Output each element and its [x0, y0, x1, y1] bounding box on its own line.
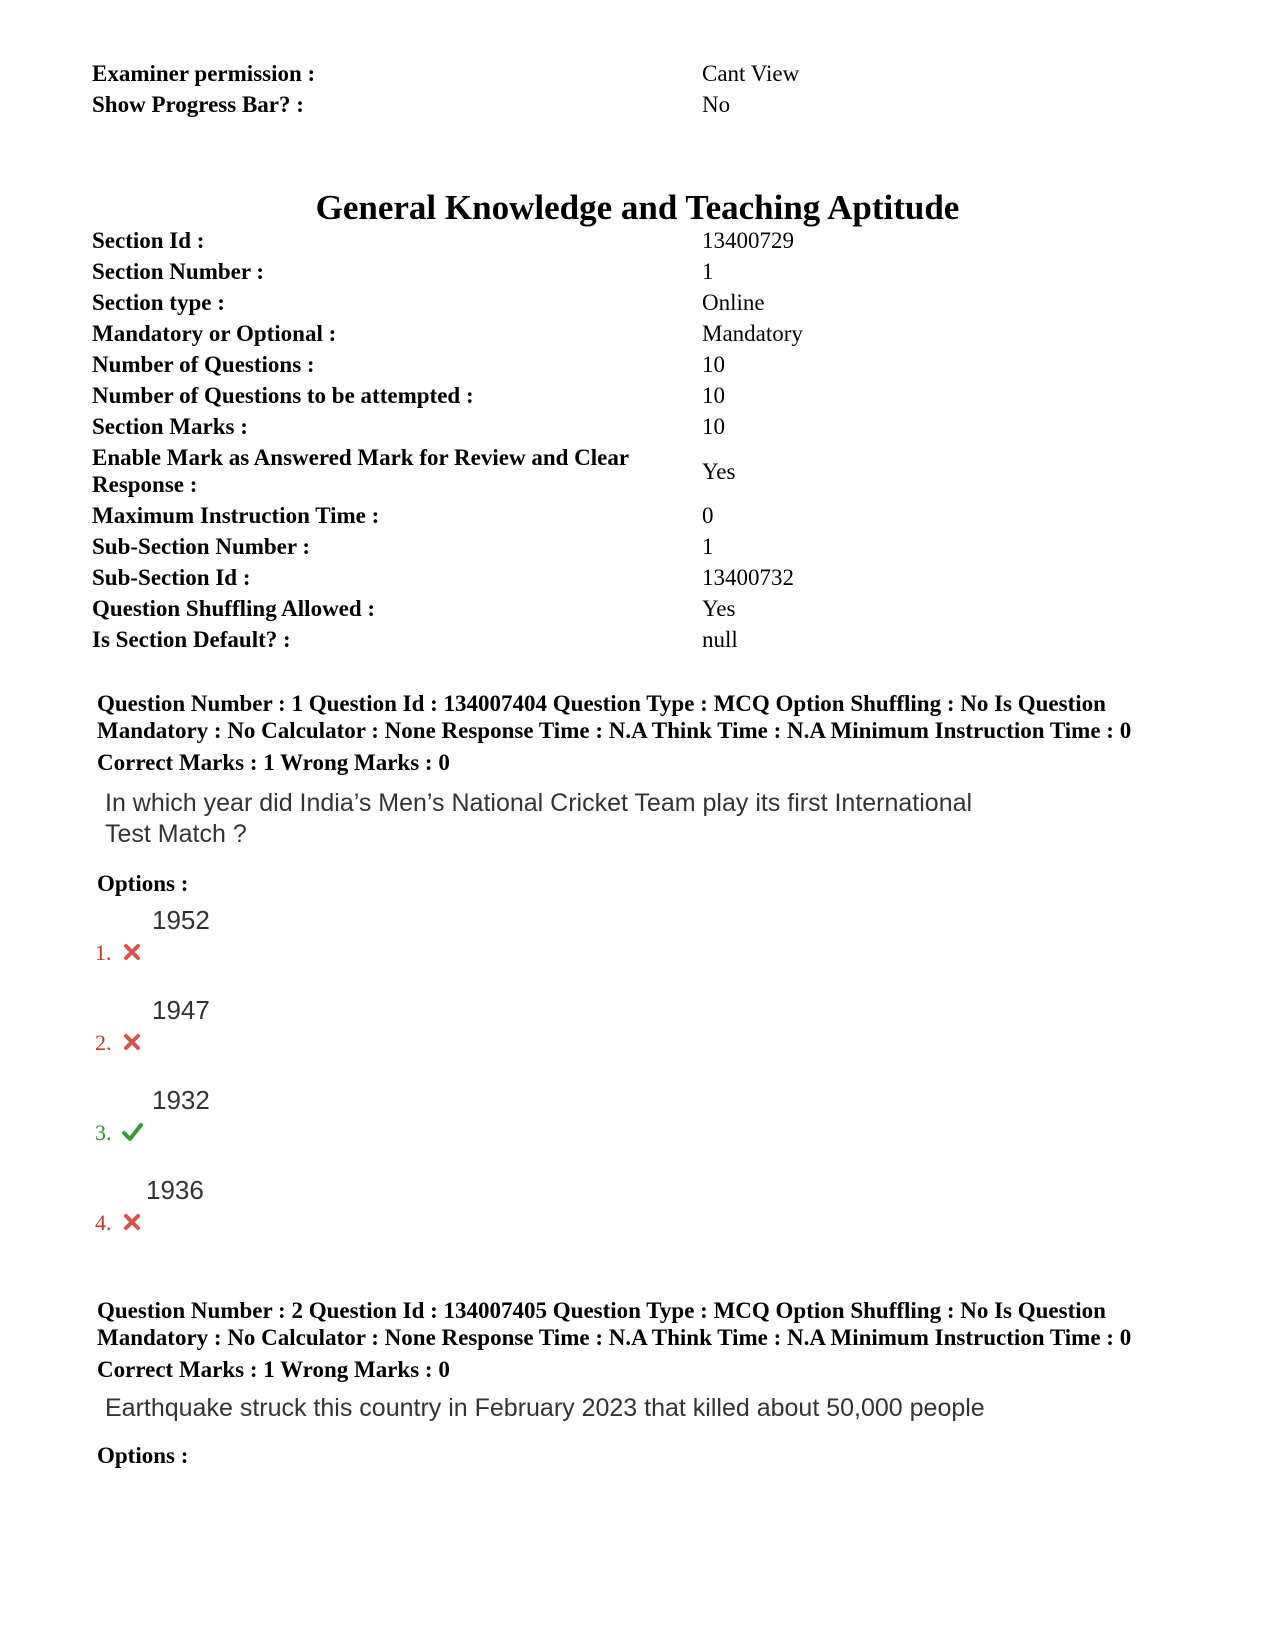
field-value: 13400729 [702, 228, 794, 253]
section-field-row [92, 349, 1192, 380]
field-label: Maximum Instruction Time : [92, 503, 380, 528]
field-value: 10 [702, 383, 725, 408]
option-value: 1952 [152, 905, 210, 935]
cross-icon [121, 1211, 143, 1233]
field-label: Section Number : [92, 259, 265, 284]
field-label: Question Shuffling Allowed : [92, 596, 376, 621]
check-icon [121, 1121, 143, 1143]
question-text-line: Test Match ? [105, 820, 247, 848]
info-label: Examiner permission : [92, 61, 316, 86]
options-label: Options : [97, 871, 189, 896]
info-row-progress-bar [92, 89, 1192, 120]
question-meta-line: Mandatory : No Calculator : None Response Time : N.A Think Time : N.A Minimum Instruction Time : 0 [97, 1325, 1132, 1350]
field-value: 10 [702, 414, 725, 439]
section-field-row [92, 380, 1192, 411]
info-value: Cant View [702, 61, 800, 86]
field-value: 13400732 [702, 565, 794, 590]
info-value: No [702, 92, 731, 117]
field-label: Section Marks : [92, 414, 248, 439]
option-1 [95, 905, 495, 965]
option-number: 4. [95, 1210, 112, 1235]
field-label: Mandatory or Optional : [92, 321, 337, 346]
field-value: Yes [702, 458, 736, 484]
question-1-text [105, 788, 1125, 850]
field-label: Section type : [92, 290, 225, 315]
cross-icon [121, 1031, 143, 1053]
question-text-line: In which year did India’s Men’s National Cricket Team play its first International [105, 789, 973, 817]
option-number: 2. [95, 1030, 112, 1055]
option-number: 1. [95, 940, 112, 965]
section-field-row [92, 256, 1192, 287]
option-value: 1932 [152, 1085, 210, 1115]
options-label: Options : [97, 1443, 189, 1468]
section-field-row [92, 562, 1192, 593]
question-meta-line: Mandatory : No Calculator : None Response Time : N.A Think Time : N.A Minimum Instruction Time : 0 [97, 718, 1132, 743]
question-marks: Correct Marks : 1 Wrong Marks : 0 [97, 750, 450, 775]
option-value: 1936 [146, 1175, 204, 1205]
field-label: Number of Questions : [92, 352, 315, 377]
section-field-row [92, 411, 1192, 442]
section-field-row [92, 442, 1192, 500]
question-marks: Correct Marks : 1 Wrong Marks : 0 [97, 1357, 450, 1382]
field-value: 0 [702, 503, 714, 528]
section-field-row [92, 318, 1192, 349]
question-2-text [105, 1393, 1125, 1424]
question-1-meta [97, 690, 1212, 776]
info-row-examiner-permission [92, 58, 1192, 89]
field-label: Is Section Default? : [92, 627, 291, 652]
question-2-meta [97, 1297, 1212, 1383]
field-value: null [702, 627, 738, 652]
option-4 [95, 1175, 495, 1235]
section-fields [92, 225, 1192, 655]
option-3 [95, 1085, 495, 1145]
option-2 [95, 995, 495, 1055]
section-field-row [92, 287, 1192, 318]
field-value: 1 [702, 259, 714, 284]
section-field-row [92, 500, 1192, 531]
question-meta-line: Question Number : 2 Question Id : 134007405 Question Type : MCQ Option Shuffling : No Is Question [97, 1298, 1106, 1323]
field-value: Mandatory [702, 321, 803, 346]
field-label: Enable Mark as Answered Mark for Review and Clear Response : [92, 445, 629, 497]
section-field-row [92, 624, 1192, 655]
field-value: 1 [702, 534, 714, 559]
field-value: Yes [702, 596, 736, 621]
info-label: Show Progress Bar? : [92, 92, 304, 117]
header-info [92, 58, 1192, 120]
section-field-row [92, 593, 1192, 624]
field-value: Online [702, 290, 765, 315]
question-text-line: Earthquake struck this country in February 2023 that killed about 50,000 people [105, 1394, 985, 1422]
section-title: General Knowledge and Teaching Aptitude [315, 188, 960, 227]
field-label: Sub-Section Id : [92, 565, 251, 590]
field-label: Number of Questions to be attempted : [92, 383, 474, 408]
section-field-row [92, 225, 1192, 256]
section-field-row [92, 531, 1192, 562]
question-meta-line: Question Number : 1 Question Id : 134007404 Question Type : MCQ Option Shuffling : No Is Question [97, 691, 1106, 716]
option-number: 3. [95, 1120, 112, 1145]
cross-icon [121, 941, 143, 963]
field-value: 10 [702, 352, 725, 377]
field-label: Section Id : [92, 228, 205, 253]
field-label: Sub-Section Number : [92, 534, 311, 559]
option-value: 1947 [152, 995, 210, 1025]
